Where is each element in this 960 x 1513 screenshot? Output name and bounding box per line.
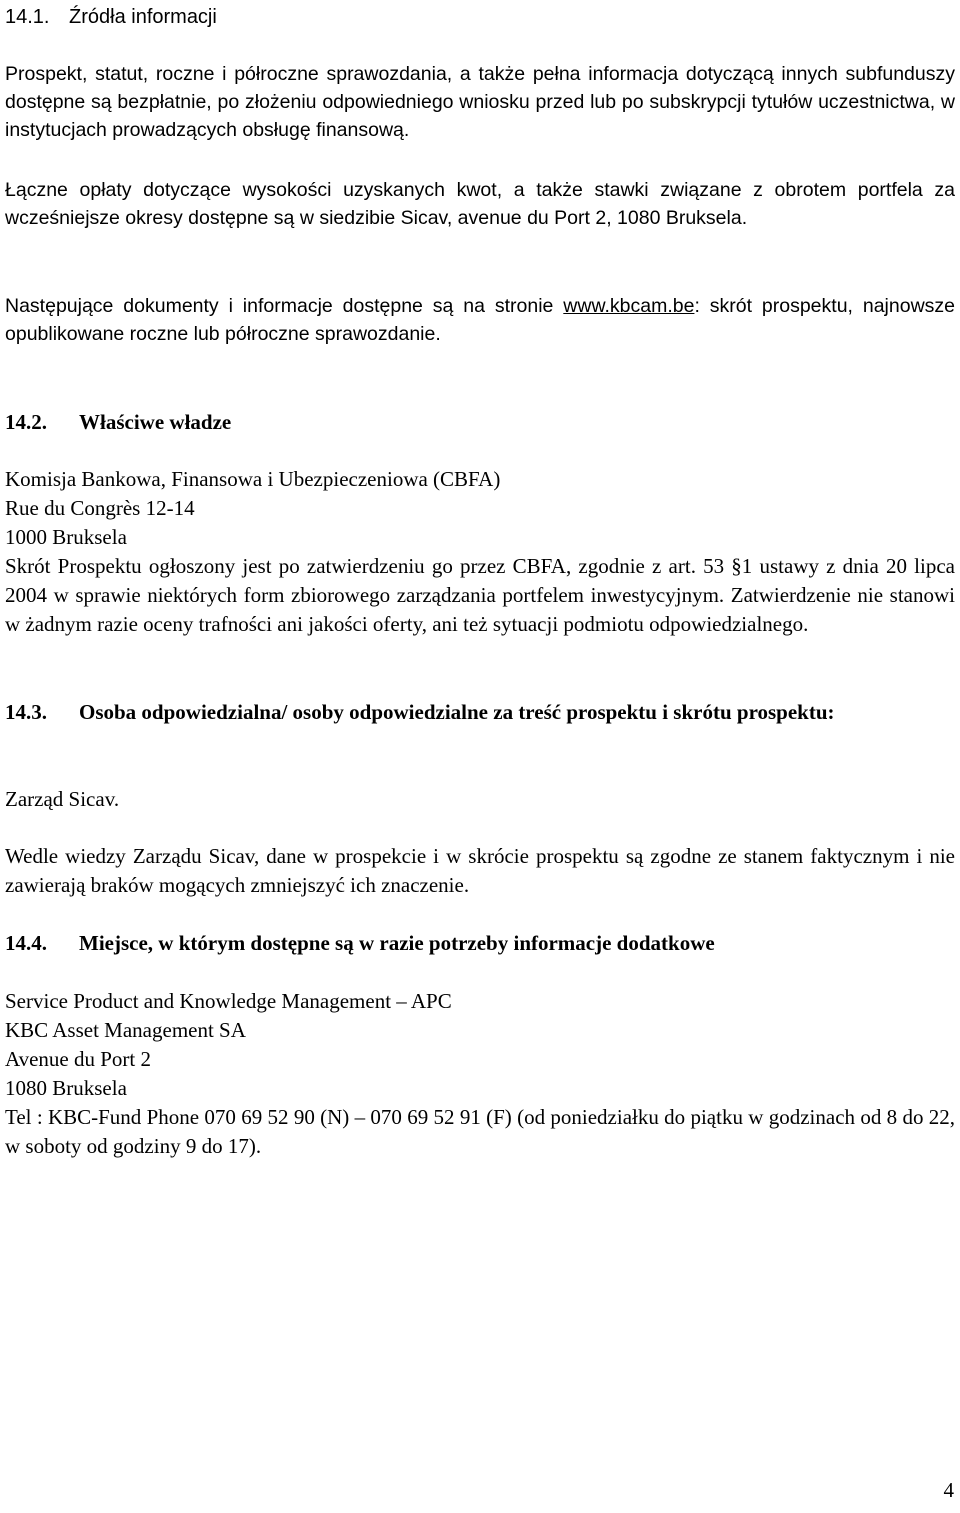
section-14-3-number: 14.3. <box>5 700 47 724</box>
address-line-street: Avenue du Port 2 <box>5 1047 152 1071</box>
section-14-2-title: Właściwe władze <box>79 410 232 434</box>
section-14-1-number: 14.1. <box>5 6 50 28</box>
authority-street: Rue du Congrès 12-14 <box>5 496 195 520</box>
section-14-2-number: 14.2. <box>5 410 47 434</box>
section-14-3-title: Osoba odpowiedzialna/ osoby odpowiedzialne za treść prospektu i skrótu prospektu: <box>79 700 835 724</box>
authority-name: Komisja Bankowa, Finansowa i Ubezpieczeniowa (CBFA) <box>5 467 501 491</box>
kbcam-link[interactable]: www.kbcam.be <box>563 295 695 317</box>
page-number: 4 <box>943 1478 954 1502</box>
section-14-4-address <box>5 987 955 1103</box>
paragraph-3-text-after: : skrót prospektu, najnowsze opublikowane roczne lub półroczne sprawozdanie. <box>5 295 955 345</box>
section-14-1-heading <box>5 3 955 32</box>
paragraph-3-text-before: Następujące dokumenty i informacje dostępne są na stronie <box>5 295 564 317</box>
section-14-4-phone: Tel : KBC-Fund Phone 070 69 52 90 (N) – 070 69 52 91 (F) (od poniedziałku do piątku w godzinach od 8 do 22, w soboty od godziny 9 do 17). <box>5 1105 955 1158</box>
section-14-2-heading <box>5 408 955 437</box>
section-14-4-number: 14.4. <box>5 931 47 955</box>
section-14-1-paragraph-1: Prospekt, statut, roczne i półroczne sprawozdania, a także pełna informacja dotyczącą innych subfunduszy dostępne są bezpłatnie, po złożeniu odpowiedniego wniosku przed lub po subskrypcji tytułów uczestnictwa, w instytucjach prowadzących obsługę finansową. <box>5 63 955 141</box>
address-line-city: 1080 Bruksela <box>5 1076 127 1100</box>
section-14-2-paragraph: Skrót Prospektu ogłoszony jest po zatwierdzeniu go przez CBFA, zgodnie z art. 53 §1 ustawy z dnia 20 lipca 2004 w sprawie niektórych form zbiorowego zarządzania portfelem inwestycyjnym. Zatwierdzenie nie stanowi w żadnym razie oceny trafności ani jakości oferty, ani też sytuacji podmiotu odpowiedzialnego. <box>5 554 955 636</box>
section-14-4-title: Miejsce, w którym dostępne są w razie potrzeby informacje dodatkowe <box>79 931 715 955</box>
section-14-2-address <box>5 465 955 552</box>
section-14-1-paragraph-3 <box>5 292 955 348</box>
section-14-1-title: Źródła informacji <box>69 6 217 28</box>
section-14-3-heading <box>5 698 955 727</box>
address-line-department: Service Product and Knowledge Management – APC <box>5 989 452 1013</box>
section-14-4-heading <box>5 929 955 958</box>
section-14-1-paragraph-2: Łączne opłaty dotyczące wysokości uzyskanych kwot, a także stawki związane z obrotem portfela za wcześniejsze okresy dostępne są w siedzibie Sicav, avenue du Port 2, 1080 Bruksela. <box>5 179 955 229</box>
section-14-3-heading-text <box>5 698 955 727</box>
authority-city: 1000 Bruksela <box>5 525 127 549</box>
section-14-3-paragraph-2: Wedle wiedzy Zarządu Sicav, dane w prospekcie i w skrócie prospektu są zgodne ze stanem faktycznym i nie zawierają braków mogących zmniejszyć ich znaczenie. <box>5 844 955 897</box>
address-line-company: KBC Asset Management SA <box>5 1018 246 1042</box>
section-14-3-paragraph-1: Zarząd Sicav. <box>5 787 120 811</box>
